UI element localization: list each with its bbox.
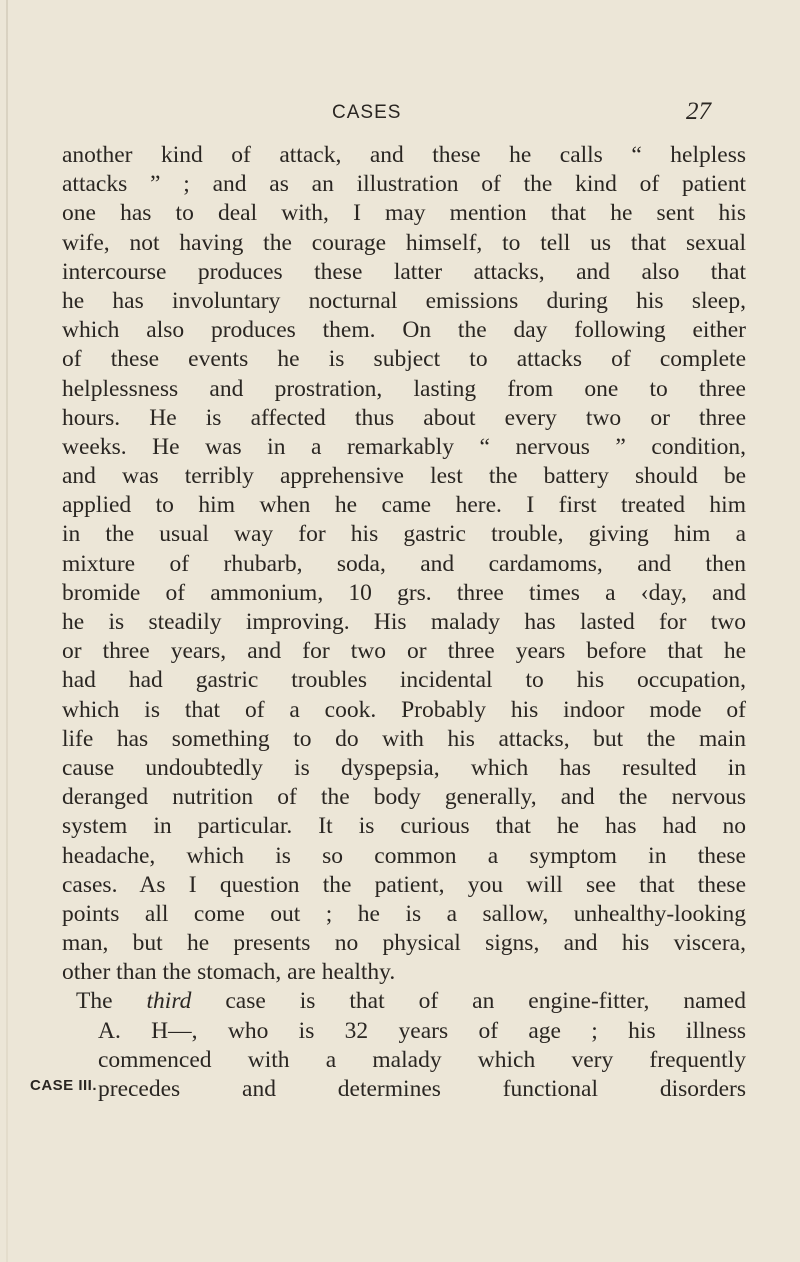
text-line: weeks. He was in a remarkably “ nervous ” condition, xyxy=(62,433,746,460)
third-case-line-1 xyxy=(62,987,746,1016)
text-line: wife, not having the courage himself, to tell us that sexual xyxy=(62,229,746,256)
text-line: attacks ” ; and as an illustration of the kind of patient xyxy=(62,171,746,198)
text-line: which is that of a cook. Probably his indoor mode of xyxy=(62,696,746,723)
text-line: system in particular. It is curious that he has had no xyxy=(62,813,746,840)
text-line: another kind of attack, and these he calls “ helpless xyxy=(62,142,746,168)
text-line: bromide of ammonium, 10 grs. three times a ‹day, and xyxy=(62,579,746,606)
text-line: one has to deal with, I may mention that he sent his xyxy=(62,200,746,227)
third-case-suffix: case is that of an engine-fitter, named xyxy=(191,988,746,1015)
third-case-prefix: The xyxy=(76,988,147,1015)
text-line: deranged nutrition of the body generally, and the nervous xyxy=(62,784,746,811)
text-line: headache, which is so common a symptom in these xyxy=(62,842,746,869)
text-line: cause undoubtedly is dyspepsia, which has resulted in xyxy=(62,754,746,781)
text-line: helplessness and prostration, lasting from one to three xyxy=(62,375,746,402)
page-header xyxy=(0,98,800,128)
page-edge xyxy=(6,0,8,1262)
third-case-line-3: commenced with a malady which very frequently xyxy=(98,1046,746,1073)
text-line: other than the stomach, are healthy. xyxy=(62,959,396,986)
running-head: CASES xyxy=(332,102,402,123)
text-line: in the usual way for his gastric trouble, giving him a xyxy=(62,521,746,548)
third-case-italic-word: third xyxy=(146,988,192,1015)
text-line: applied to him when he came here. I first treated him xyxy=(62,492,746,519)
text-line: and was terribly apprehensive lest the battery should be xyxy=(62,463,746,490)
text-line: or three years, and for two or three years before that he xyxy=(62,638,746,665)
margin-note-case-iii: CASE III. xyxy=(30,1077,98,1094)
text-line: mixture of rhubarb, soda, and cardamoms, and then xyxy=(62,550,746,577)
text-line: he is steadily improving. His malady has lasted for two xyxy=(62,609,746,635)
text-line: had had gastric troubles incidental to his occupation, xyxy=(62,667,746,694)
text-line: of these events he is subject to attacks of complete xyxy=(62,346,746,373)
body-text xyxy=(62,141,746,1104)
text-line: man, but he presents no physical signs, and his viscera, xyxy=(62,930,746,957)
text-line: hours. He is affected thus about every two or three xyxy=(62,404,746,431)
third-case-line-2: A. H—, who is 32 years of age ; his illness xyxy=(98,1017,746,1044)
text-line: points all come out ; he is a sallow, unhealthy-looking xyxy=(62,900,746,927)
text-line: cases. As I question the patient, you will see that these xyxy=(62,871,746,898)
text-line: life has something to do with his attacks, but the main xyxy=(62,725,746,752)
text-line: intercourse produces these latter attacks, and also that xyxy=(62,258,746,285)
text-line: which also produces them. On the day following either xyxy=(62,317,746,344)
page-number: 27 xyxy=(686,98,711,125)
third-case-line-4: precedes and determines functional disorders xyxy=(98,1076,746,1102)
text-line: he has involuntary nocturnal emissions during his sleep, xyxy=(62,287,746,314)
